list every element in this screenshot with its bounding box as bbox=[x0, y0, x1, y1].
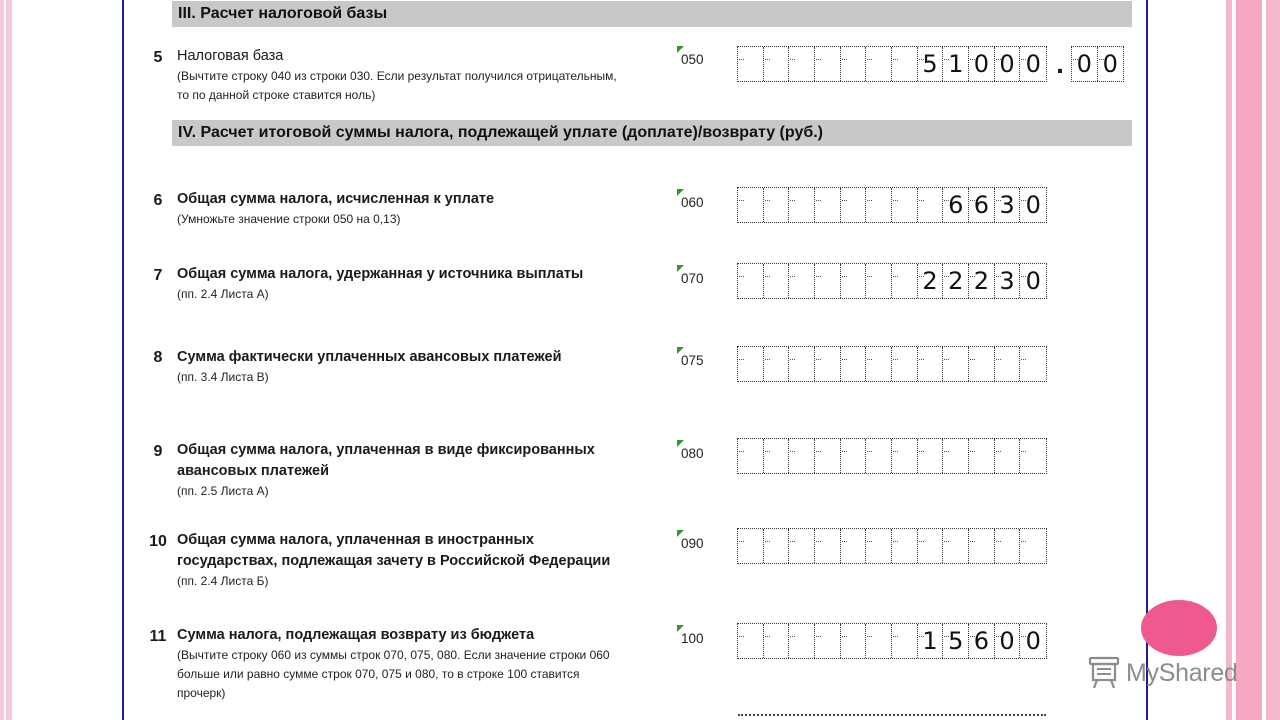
digit-cell[interactable]: 3 bbox=[995, 264, 1021, 298]
row-6-code-text: 060 bbox=[681, 195, 704, 210]
digit-cell[interactable] bbox=[815, 188, 841, 222]
digit-cell[interactable]: 0 bbox=[1098, 47, 1124, 81]
green-marker-icon bbox=[677, 347, 684, 354]
row-6-code bbox=[681, 195, 704, 210]
digit-cell[interactable] bbox=[995, 347, 1021, 381]
digit-cell[interactable] bbox=[738, 188, 764, 222]
row-5-decimal-cells[interactable] bbox=[1071, 46, 1124, 82]
row-number-6: 6 bbox=[153, 192, 163, 209]
digit-cell[interactable] bbox=[995, 439, 1021, 473]
row-11-note-1: (Вычтите строку 060 из суммы строк 070, 075, 080. Если значение строки 060 bbox=[177, 648, 610, 662]
digit-cell[interactable] bbox=[738, 624, 764, 658]
row-10-cells[interactable] bbox=[737, 528, 1047, 564]
row-11-cells[interactable] bbox=[737, 623, 1047, 659]
row-10-text bbox=[177, 530, 667, 591]
row-number-5: 5 bbox=[153, 49, 163, 66]
digit-cell[interactable] bbox=[815, 47, 841, 81]
digit-cell[interactable] bbox=[918, 439, 944, 473]
digit-cell[interactable] bbox=[815, 347, 841, 381]
digit-cell[interactable] bbox=[892, 624, 918, 658]
digit-cell[interactable]: 0 bbox=[995, 624, 1021, 658]
digit-cell[interactable] bbox=[918, 529, 944, 563]
page-frame-left bbox=[122, 0, 124, 720]
row-9-note-1: (пп. 2.5 Листа А) bbox=[177, 484, 269, 498]
digit-cell[interactable] bbox=[815, 264, 841, 298]
digit-cell[interactable] bbox=[789, 624, 815, 658]
digit-cell[interactable] bbox=[1020, 347, 1046, 381]
digit-cell[interactable] bbox=[764, 47, 790, 81]
digit-cell[interactable]: 6 bbox=[943, 188, 969, 222]
digit-cell[interactable]: 2 bbox=[918, 264, 944, 298]
green-marker-icon bbox=[677, 265, 684, 272]
digit-cell[interactable] bbox=[789, 188, 815, 222]
row-5-code bbox=[681, 52, 704, 67]
right-decorative-stripe bbox=[1222, 0, 1280, 720]
row-5-title: Налоговая база bbox=[177, 48, 284, 64]
pink-circle-decoration bbox=[1141, 600, 1217, 656]
digit-cell[interactable] bbox=[738, 439, 764, 473]
digit-cell[interactable] bbox=[866, 47, 892, 81]
row-8-code-text: 075 bbox=[681, 353, 704, 368]
row-7-note-1: (пп. 2.4 Листа А) bbox=[177, 287, 269, 301]
digit-cell[interactable] bbox=[892, 188, 918, 222]
digit-cell[interactable] bbox=[866, 347, 892, 381]
digit-cell[interactable] bbox=[764, 347, 790, 381]
section-header-iii: III. Расчет налоговой базы bbox=[172, 1, 1132, 27]
row-11-note-2: больше или равно сумме строк 070, 075 и 080, то в строке 100 ставится bbox=[177, 667, 580, 681]
digit-cell[interactable]: 5 bbox=[943, 624, 969, 658]
row-5-text bbox=[177, 46, 667, 105]
digit-cell[interactable] bbox=[918, 347, 944, 381]
next-row-cells-edge bbox=[738, 714, 1046, 716]
digit-cell[interactable] bbox=[738, 529, 764, 563]
row-10-note-1: (пп. 2.4 Листа Б) bbox=[177, 574, 269, 588]
digit-cell[interactable] bbox=[892, 47, 918, 81]
row-8-note-1: (пп. 3.4 Листа В) bbox=[177, 370, 269, 384]
digit-cell[interactable] bbox=[789, 529, 815, 563]
row-number-11: 11 bbox=[149, 628, 167, 645]
row-7-cells[interactable] bbox=[737, 263, 1047, 299]
section-header-iv: IV. Расчет итоговой суммы налога, подлежащей уплате (доплате)/возврату (руб.) bbox=[172, 120, 1132, 146]
row-10-code bbox=[681, 536, 704, 551]
digit-cell[interactable]: 2 bbox=[943, 264, 969, 298]
digit-cell[interactable] bbox=[764, 439, 790, 473]
row-8-cells[interactable] bbox=[737, 346, 1047, 382]
digit-cell[interactable] bbox=[892, 529, 918, 563]
row-11-code bbox=[681, 631, 704, 646]
digit-cell[interactable] bbox=[943, 347, 969, 381]
digit-cell[interactable] bbox=[892, 264, 918, 298]
row-number-9: 9 bbox=[153, 443, 163, 460]
digit-cell[interactable]: 6 bbox=[969, 624, 995, 658]
digit-cell[interactable]: 5 bbox=[918, 47, 944, 81]
row-8-title: Сумма фактически уплаченных авансовых платежей bbox=[177, 349, 562, 365]
digit-cell[interactable] bbox=[764, 624, 790, 658]
row-6-cells[interactable] bbox=[737, 187, 1047, 223]
digit-cell[interactable]: 0 bbox=[995, 47, 1021, 81]
digit-cell[interactable] bbox=[892, 347, 918, 381]
digit-cell[interactable] bbox=[815, 439, 841, 473]
digit-cell[interactable] bbox=[764, 264, 790, 298]
digit-cell[interactable]: 0 bbox=[969, 47, 995, 81]
myshared-logo bbox=[1088, 656, 1238, 690]
green-marker-icon bbox=[677, 530, 684, 537]
digit-cell[interactable] bbox=[866, 624, 892, 658]
digit-cell[interactable] bbox=[841, 188, 867, 222]
row-5-integer-cells[interactable] bbox=[737, 46, 1047, 82]
digit-cell[interactable] bbox=[789, 264, 815, 298]
digit-cell[interactable] bbox=[866, 439, 892, 473]
digit-cell[interactable]: 3 bbox=[995, 188, 1021, 222]
row-7-text bbox=[177, 264, 667, 304]
digit-cell[interactable] bbox=[841, 529, 867, 563]
green-marker-icon bbox=[677, 189, 684, 196]
left-decorative-stripe bbox=[0, 0, 12, 720]
digit-cell[interactable] bbox=[841, 439, 867, 473]
digit-cell[interactable] bbox=[892, 439, 918, 473]
row-9-code-text: 080 bbox=[681, 446, 704, 461]
digit-cell[interactable]: 0 bbox=[1020, 624, 1046, 658]
row-10-title-2: государствах, подлежащая зачету в Российской Федерации bbox=[177, 553, 611, 569]
digit-cell[interactable] bbox=[789, 347, 815, 381]
digit-cell[interactable] bbox=[866, 264, 892, 298]
digit-cell[interactable] bbox=[943, 439, 969, 473]
row-9-cells[interactable] bbox=[737, 438, 1047, 474]
digit-cell[interactable]: 1 bbox=[918, 624, 944, 658]
digit-cell[interactable] bbox=[738, 264, 764, 298]
row-6-title: Общая сумма налога, исчисленная к уплате bbox=[177, 191, 495, 207]
row-9-title-1: Общая сумма налога, уплаченная в виде фиксированных bbox=[177, 442, 595, 458]
green-marker-icon bbox=[677, 440, 684, 447]
digit-cell[interactable] bbox=[841, 264, 867, 298]
digit-cell[interactable] bbox=[969, 439, 995, 473]
row-number-7: 7 bbox=[153, 267, 163, 284]
row-6-text bbox=[177, 189, 667, 229]
digit-cell[interactable] bbox=[969, 347, 995, 381]
row-5-note-1: (Вычтите строку 040 из строки 030. Если результат получился отрицательным, bbox=[177, 69, 617, 83]
row-5-note-2: то по данной строке ставится ноль) bbox=[177, 88, 376, 102]
digit-cell[interactable] bbox=[789, 439, 815, 473]
digit-cell[interactable] bbox=[866, 529, 892, 563]
row-8-text bbox=[177, 347, 667, 387]
row-7-title: Общая сумма налога, удержанная у источника выплаты bbox=[177, 266, 584, 282]
digit-cell[interactable]: 0 bbox=[1020, 264, 1046, 298]
digit-cell[interactable]: 0 bbox=[1072, 47, 1098, 81]
row-7-code bbox=[681, 271, 704, 286]
digit-cell[interactable] bbox=[1020, 439, 1046, 473]
row-7-code-text: 070 bbox=[681, 271, 704, 286]
digit-cell[interactable]: 1 bbox=[943, 47, 969, 81]
row-10-title-1: Общая сумма налога, уплаченная в иностранных bbox=[177, 532, 534, 548]
row-10-code-text: 090 bbox=[681, 536, 704, 551]
digit-cell[interactable] bbox=[789, 47, 815, 81]
register-icon bbox=[1088, 656, 1120, 690]
row-6-note-1: (Умножьте значение строки 050 на 0,13) bbox=[177, 212, 401, 226]
row-11-title: Сумма налога, подлежащая возврату из бюджета bbox=[177, 627, 535, 643]
row-11-text bbox=[177, 625, 667, 703]
row-5-code-text: 050 bbox=[681, 52, 704, 67]
digit-cell[interactable] bbox=[841, 347, 867, 381]
row-9-title-2: авансовых платежей bbox=[177, 463, 329, 479]
digit-cell[interactable]: 0 bbox=[1020, 47, 1046, 81]
digit-cell[interactable] bbox=[738, 47, 764, 81]
digit-cell[interactable]: 2 bbox=[969, 264, 995, 298]
decimal-separator: . bbox=[1056, 48, 1064, 79]
digit-cell[interactable] bbox=[943, 529, 969, 563]
green-marker-icon bbox=[677, 625, 684, 632]
digit-cell[interactable] bbox=[918, 188, 944, 222]
digit-cell[interactable] bbox=[815, 529, 841, 563]
watermark-text: MyShared bbox=[1126, 658, 1238, 687]
digit-cell[interactable] bbox=[1020, 529, 1046, 563]
digit-cell[interactable]: 6 bbox=[969, 188, 995, 222]
digit-cell[interactable] bbox=[995, 529, 1021, 563]
digit-cell[interactable] bbox=[738, 347, 764, 381]
row-number-8: 8 bbox=[153, 349, 163, 366]
row-11-note-3: прочерк) bbox=[177, 686, 226, 700]
digit-cell[interactable] bbox=[866, 188, 892, 222]
digit-cell[interactable] bbox=[764, 529, 790, 563]
digit-cell[interactable]: 0 bbox=[1020, 188, 1046, 222]
row-11-code-text: 100 bbox=[681, 631, 704, 646]
digit-cell[interactable] bbox=[841, 624, 867, 658]
digit-cell[interactable] bbox=[841, 47, 867, 81]
row-number-10: 10 bbox=[149, 533, 167, 550]
row-9-code bbox=[681, 446, 704, 461]
digit-cell[interactable] bbox=[815, 624, 841, 658]
row-8-code bbox=[681, 353, 704, 368]
row-9-text bbox=[177, 440, 667, 501]
digit-cell[interactable] bbox=[764, 188, 790, 222]
digit-cell[interactable] bbox=[969, 529, 995, 563]
green-marker-icon bbox=[677, 46, 684, 53]
